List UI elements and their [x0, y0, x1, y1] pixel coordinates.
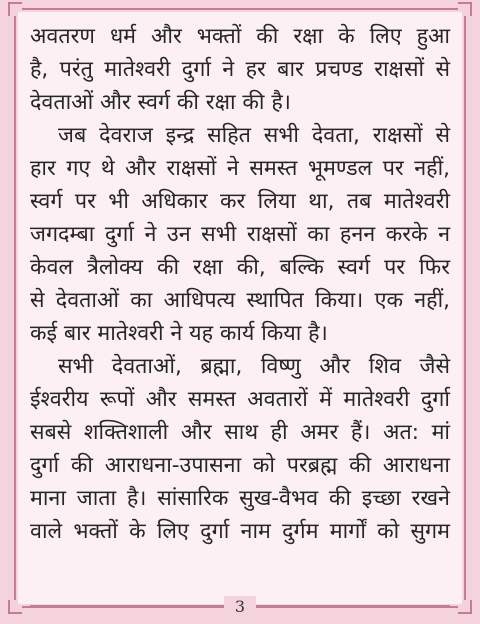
text-line: वाले भक्तों के लिए दुर्गा नाम दुर्गम मार्गों को सुगम: [30, 519, 450, 544]
text-line: माना जाता है। सांसारिक सुख-वैभव की इच्छा रखने: [30, 486, 450, 511]
text-line: केवल त्रैलोक्य की रक्षा की, बल्कि स्वर्ग पर फिर: [30, 255, 450, 280]
text-line: कई बार मातेश्वरी ने यह कार्य किया है।: [30, 321, 328, 346]
text-line: दुर्गा की आराधना-उपासना को परब्रह्म की आराधना: [30, 453, 450, 478]
text-line: से देवताओं का आधिपत्य स्थापित किया। एक नहीं,: [30, 288, 450, 313]
text-line: अवतरण धर्म और भक्तों की रक्षा के लिए हुआ: [30, 24, 450, 49]
page-number: 3: [224, 596, 256, 618]
text-line: देवताओं और स्वर्ग की रक्षा की है।: [30, 90, 291, 115]
text-line: हार गए थे और राक्षसों ने समस्त भूमण्डल पर नहीं,: [30, 156, 450, 181]
text-line: ईश्वरीय रूपों और समस्त अवतारों में मातेश्वरी दुर्गा: [30, 387, 450, 412]
text-line: जगदम्बा दुर्गा ने उन सभी राक्षसों का हनन करके न: [30, 222, 450, 247]
page-content: [30, 20, 450, 548]
page: [18, 12, 462, 604]
paragraph-3: [30, 350, 450, 548]
text-line: सबसे शक्तिशाली और साथ ही अमर हैं। अत: मां: [30, 420, 450, 445]
text-line: जब देवराज इन्द्र सहित सभी देवता, राक्षसों से: [58, 123, 450, 148]
paragraph-1: [30, 20, 450, 119]
paragraph-2: [30, 119, 450, 350]
text-line: स्वर्ग पर भी अधिकार कर लिया था, तब मातेश्वरी: [30, 189, 450, 214]
text-line: है, परंतु मातेश्वरी दुर्गा ने हर बार प्रचण्ड राक्षसों से: [30, 57, 450, 82]
text-line: सभी देवताओं, ब्रह्मा, विष्णु और शिव जैसे: [58, 354, 450, 379]
